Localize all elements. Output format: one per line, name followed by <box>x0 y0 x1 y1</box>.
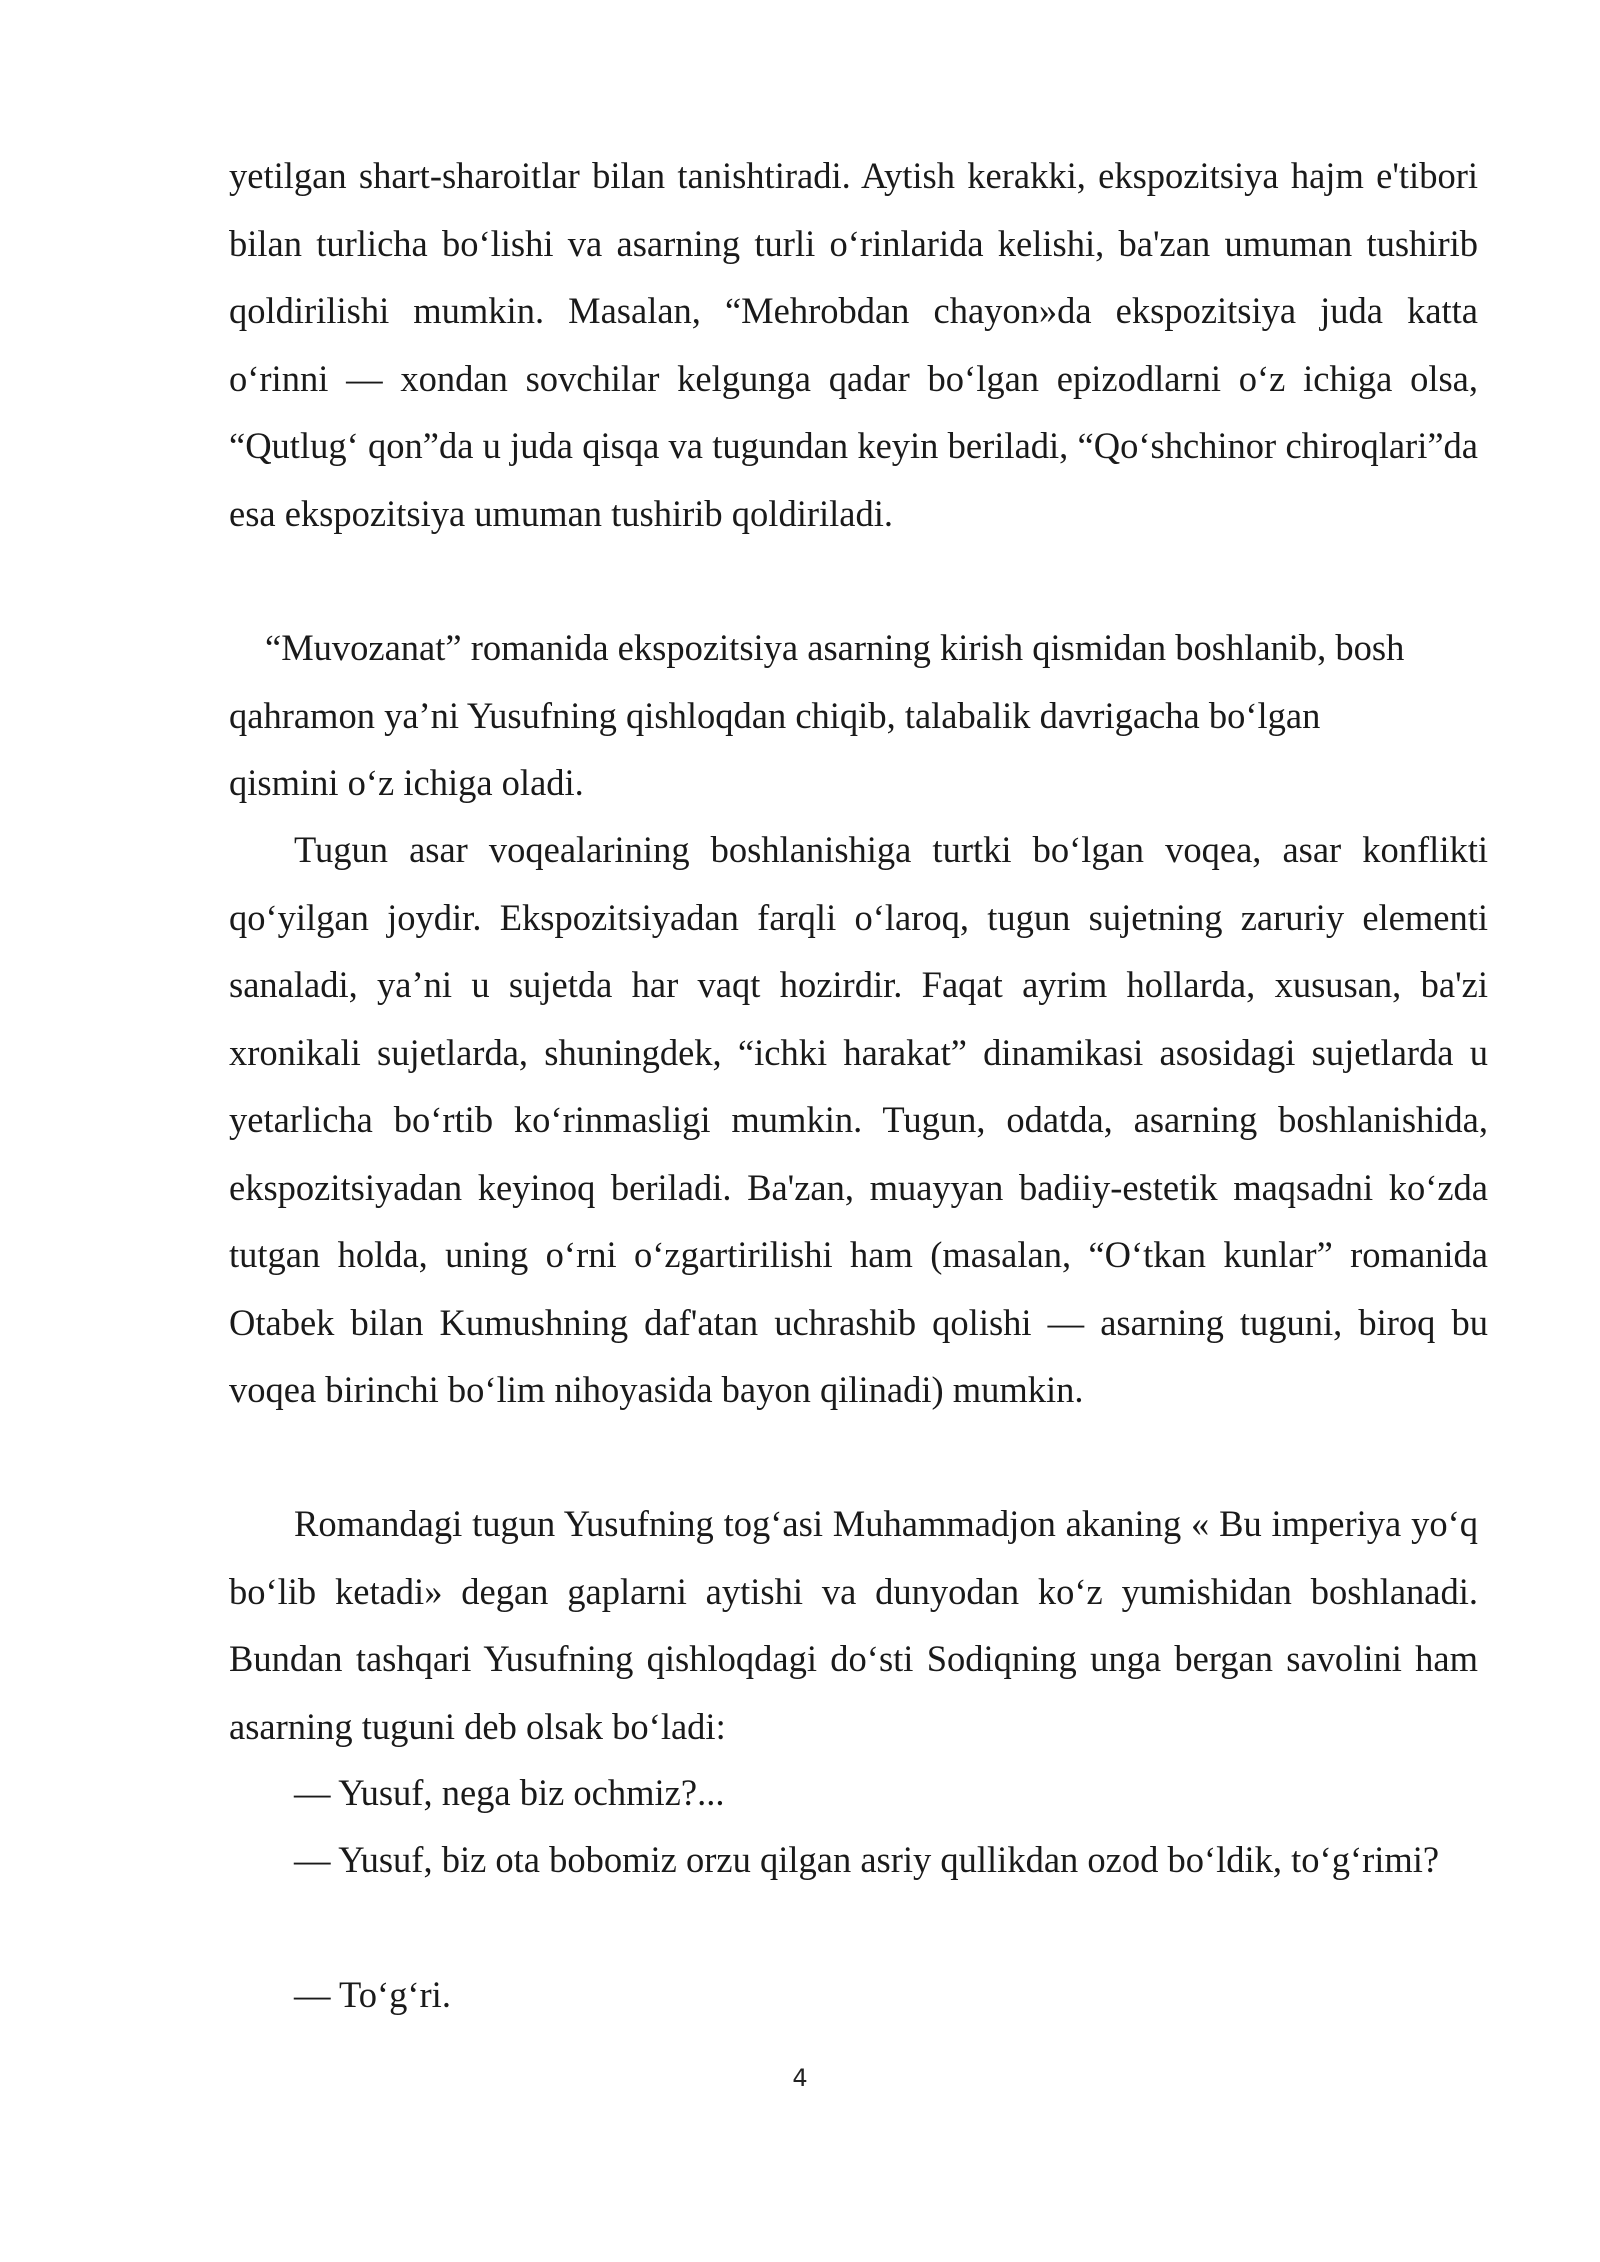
dialogue-line-2: — Yusuf, biz ota bobomiz orzu qilgan asriy qullikdan ozod bo‘ldik, to‘g‘rimi? <box>294 1839 1440 1880</box>
paragraph-exposition-overview: yetilgan shart-sharoitlar bilan tanishtiradi. Aytish kerakki, ekspozitsiya hajm e'tibori bilan turlicha bo‘lishi va asarning turli o‘rinlarida kelishi, ba'zan umuman tushirib qoldirilishi mumkin. Masalan, “Mehrobdan chayon»da ekspozitsiya juda katta o‘rinni — xondan sovchilar kelgunga qadar bo‘lgan epizodlarni o‘z ichiga olsa, “Qutlug‘ qon”da u juda qisqa va tugundan keyin beriladi, “Qo‘shchinor chiroqlari”da esa ekspozitsiya umuman tushirib qoldiriladi. <box>229 155 1478 534</box>
paragraph-muvozanat-exposition: “Muvozanat” romanida ekspozitsiya asarning kirish qismidan boshlanib, bosh qahramon ya’ni Yusufning qishloqdan chiqib, talabalik davrigacha bo‘lgan qismini o‘z ichiga oladi. <box>229 627 1405 803</box>
paragraph-tugun-definition: Tugun asar voqealarining boshlanishiga turtki bo‘lgan voqea, asar konflikti qo‘yilgan joydir. Ekspozitsiyadan farqli o‘laroq, tugun sujetning zaruriy elementi sanaladi, ya’ni u sujetda har vaqt hozirdir. Faqat ayrim hollarda, xususan, ba'zi xronikali sujetlarda, shuningdek, “ichki harakat” dinamikasi asosidagi sujetlarda u yetarlicha bo‘rtib ko‘rinmasligi mumkin. Tugun, odatda, asarning boshlanishida, ekspozitsiyadan keyinoq beriladi. Ba'zan, muayyan badiiy-estetik maqsadni ko‘zda tutgan holda, uning o‘rni o‘zgartirilishi ham (masalan, “O‘tkan kunlar” romanida Otabek bilan Kumushning daf'atan uchrashib qolishi — asarning tuguni, biroq bu voqea birinchi bo‘lim nihoyasida bayon qilinadi) mumkin. <box>229 829 1488 1410</box>
page-number: 4 <box>792 2064 808 2092</box>
dialogue-line-3: — To‘g‘ri. <box>294 1974 451 2015</box>
dialogue-line-1: — Yusuf, nega biz ochmiz?... <box>294 1772 725 1813</box>
paragraph-novel-tugun: Romandagi tugun Yusufning tog‘asi Muhammadjon akaning « Bu imperiya yo‘q bo‘lib ketadi» degan gaplarni aytishi va dunyodan ko‘z yumishidan boshlanadi. Bundan tashqari Yusufning qishloqdagi do‘sti Sodiqning unga bergan savolini ham asarning tuguni deb olsak bo‘ladi: <box>229 1503 1478 1747</box>
